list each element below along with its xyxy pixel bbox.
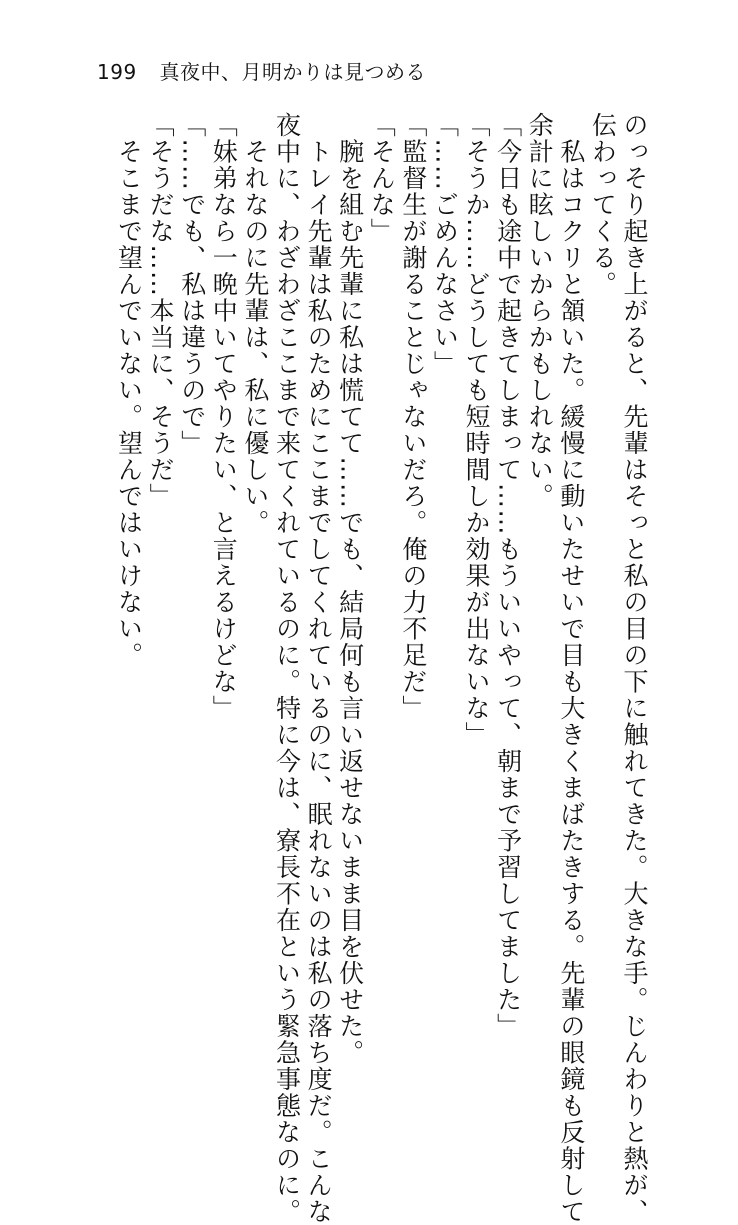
running-header [97, 60, 426, 84]
text-line: 伝わってくる。 [588, 112, 618, 298]
text-line: トレイ先輩は私のためにここまでしてくれているのに、眠れないのは私の落ち度だ。こんな [304, 112, 334, 1225]
vertical-body-text [113, 112, 650, 1225]
text-line: 「そんな」 [367, 112, 397, 245]
text-line: 腕を組む先輩に私は慌てて……でも、結局何も言い返せないまま目を伏せた。 [335, 112, 365, 1066]
text-line: 「……でも、私は違うので」 [177, 112, 207, 457]
text-line: 余計に眩しいからかもしれない。 [525, 112, 555, 510]
text-line: のっそり起き上がると、先輩はそっと私の目の下に触れてきた。大きな手。じんわりと熱が、 [620, 112, 649, 1225]
text-line: 「監督生が謝ることじゃないだろ。俺の力不足だ」 [398, 112, 428, 722]
text-line: 夜中に、わざわざここまで来てくれているのに。特に今は、寮長不在という緊急事態なのに。 [272, 112, 302, 1225]
chapter-title: 真夜中、月明かりは見つめる [159, 60, 427, 84]
text-line: 「……ごめんなさい」 [430, 112, 460, 377]
text-line: 「今日も途中で起きてしまって……もういいやって、朝まで予習してました」 [493, 112, 523, 1040]
text-line: そこまで望んでいない。望んではいけない。 [114, 112, 144, 669]
text-line: 私はコクリと頷いた。緩慢に動いたせいで目も大きくまばたきする。先輩の眼鏡も反射して [556, 112, 586, 1225]
text-line: 「そうだな……本当に、そうだ」 [146, 112, 176, 510]
text-line: 「そうか……どうしても短時間しか効果が出ないな」 [462, 112, 492, 748]
text-line: 「妹弟なら一晩中いてやりたい、と言えるけどな」 [209, 112, 239, 722]
text-line: それなのに先輩は、私に優しい。 [240, 112, 270, 536]
page-number: 199 [97, 60, 137, 84]
